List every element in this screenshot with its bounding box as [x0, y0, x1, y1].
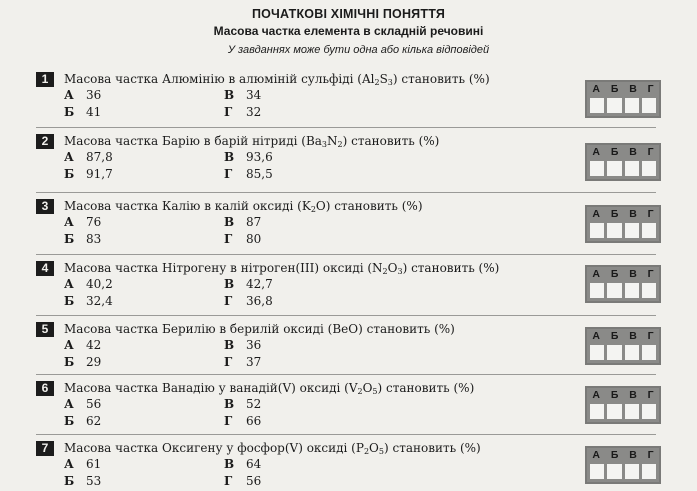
- option-value: 53: [86, 474, 102, 488]
- subscript: 2: [337, 140, 343, 149]
- answer-option-g: [224, 355, 261, 369]
- answer-option-g: [224, 294, 273, 308]
- option-letter: В: [224, 457, 235, 471]
- divider: [36, 254, 656, 255]
- answer-grid: [585, 386, 661, 424]
- answer-cell[interactable]: [642, 345, 656, 360]
- grid-letter: А: [592, 83, 600, 95]
- option-value: 62: [86, 414, 102, 428]
- answer-cell[interactable]: [625, 283, 639, 298]
- option-letter: Б: [64, 414, 75, 428]
- answer-cells: [590, 345, 656, 360]
- option-letter: В: [224, 215, 235, 229]
- option-value: 32,4: [86, 294, 113, 308]
- grid-letter: А: [592, 268, 600, 280]
- answer-grid-header: [587, 330, 659, 342]
- subscript: 3: [387, 78, 393, 87]
- grid-letter: А: [592, 389, 600, 401]
- answer-option-b: [64, 105, 101, 119]
- answer-cell[interactable]: [590, 98, 604, 113]
- divider: [36, 374, 656, 375]
- option-letter: Г: [224, 232, 233, 246]
- grid-letter: Г: [647, 83, 654, 95]
- option-letter: Б: [64, 105, 75, 119]
- answer-cell[interactable]: [625, 161, 639, 176]
- grid-letter: Б: [610, 268, 619, 280]
- answer-cell[interactable]: [590, 464, 604, 479]
- answer-option-v: [224, 338, 261, 352]
- answer-option-a: [64, 338, 101, 352]
- option-value: 80: [246, 232, 262, 246]
- answer-option-a: [64, 397, 101, 411]
- option-value: 41: [86, 105, 102, 119]
- grid-letter: Г: [647, 268, 654, 280]
- grid-letter: В: [629, 268, 637, 280]
- question-text: Масова частка Алюмінію в алюміній сульфіді $(Al_2S_3)$ становить (%): [64, 72, 490, 87]
- subscript: 2: [363, 447, 370, 456]
- answer-option-a: [64, 215, 101, 229]
- option-value: 93,6: [246, 150, 273, 164]
- grid-letter: Б: [610, 208, 619, 220]
- grid-letter: В: [629, 389, 637, 401]
- grid-letter: А: [592, 330, 600, 342]
- question-text: Масова частка Барію в барій нітриді $(Ba_3N_2)$ становить (%): [64, 134, 440, 149]
- option-value: 87: [246, 215, 262, 229]
- answer-option-g: [224, 167, 273, 181]
- question-item: [36, 72, 576, 122]
- answer-grid-header: [587, 208, 659, 220]
- answer-option-g: [224, 232, 261, 246]
- answer-option-a: [64, 457, 101, 471]
- option-letter: А: [64, 88, 74, 102]
- answer-option-b: [64, 474, 101, 488]
- answer-option-b: [64, 167, 113, 181]
- answer-cell[interactable]: [642, 223, 656, 238]
- option-value: 64: [246, 457, 262, 471]
- question-text: Масова частка Ванадію у ванадій(V) оксиді $(V_2O_5)$ становить (%): [64, 381, 475, 396]
- answer-cell[interactable]: [625, 223, 639, 238]
- option-letter: Б: [64, 474, 75, 488]
- answer-cell[interactable]: [607, 345, 621, 360]
- option-letter: А: [64, 457, 74, 471]
- subscript: 2: [357, 387, 363, 396]
- question-text: Масова частка Нітрогену в нітроген(III) оксиді $(N_2O_3)$ становить (%): [64, 261, 500, 276]
- option-value: 32: [246, 105, 262, 119]
- answer-option-v: [224, 150, 273, 164]
- grid-letter: Б: [610, 449, 619, 461]
- option-value: 66: [246, 414, 262, 428]
- divider: [36, 192, 656, 193]
- answer-option-b: [64, 355, 101, 369]
- answer-option-v: [224, 215, 261, 229]
- option-letter: А: [64, 215, 74, 229]
- option-letter: В: [224, 338, 235, 352]
- option-letter: Г: [224, 105, 233, 119]
- option-letter: В: [224, 88, 235, 102]
- question-number: 3: [36, 199, 54, 214]
- answer-cells: [590, 404, 656, 419]
- question-number: 2: [36, 134, 54, 149]
- answer-grid-header: [587, 83, 659, 95]
- grid-letter: А: [592, 208, 600, 220]
- option-value: 85,5: [246, 167, 273, 181]
- answer-option-v: [224, 397, 261, 411]
- option-value: 56: [246, 474, 262, 488]
- grid-letter: Б: [610, 146, 619, 158]
- option-letter: А: [64, 397, 74, 411]
- answer-cell[interactable]: [607, 161, 621, 176]
- answer-cells: [590, 161, 656, 176]
- option-value: 91,7: [86, 167, 113, 181]
- option-value: 42,7: [246, 277, 273, 291]
- grid-letter: В: [629, 208, 637, 220]
- answer-option-g: [224, 414, 261, 428]
- grid-letter: Г: [647, 208, 654, 220]
- answer-option-b: [64, 232, 101, 246]
- answer-option-g: [224, 474, 261, 488]
- option-letter: Г: [224, 167, 233, 181]
- question-item: [36, 199, 576, 249]
- subscript: 5: [378, 447, 384, 456]
- answer-cells: [590, 283, 656, 298]
- answer-option-g: [224, 105, 261, 119]
- answer-grid: [585, 80, 661, 118]
- answer-cell[interactable]: [607, 98, 621, 113]
- answer-cell[interactable]: [607, 404, 621, 419]
- option-value: 40,2: [86, 277, 113, 291]
- question-number: 7: [36, 441, 54, 456]
- grid-letter: В: [629, 449, 637, 461]
- question-item: [36, 322, 576, 372]
- option-letter: Б: [64, 167, 75, 181]
- answer-option-v: [224, 457, 261, 471]
- option-value: 76: [86, 215, 102, 229]
- answer-grid-header: [587, 389, 659, 401]
- answer-cells: [590, 223, 656, 238]
- grid-letter: А: [592, 449, 600, 461]
- subscript: 2: [374, 78, 380, 87]
- answer-cell[interactable]: [607, 283, 621, 298]
- answer-cell[interactable]: [625, 345, 639, 360]
- option-value: 56: [86, 397, 102, 411]
- answer-cell[interactable]: [625, 464, 639, 479]
- option-value: 36: [246, 338, 262, 352]
- answer-cell[interactable]: [642, 98, 656, 113]
- question-number: 6: [36, 381, 54, 396]
- answer-grid: [585, 205, 661, 243]
- divider: [36, 315, 656, 316]
- question-number: 5: [36, 322, 54, 337]
- option-value: 34: [246, 88, 262, 102]
- subscript: 2: [310, 205, 316, 214]
- option-value: 42: [86, 338, 102, 352]
- option-letter: Б: [64, 355, 75, 369]
- answer-cell[interactable]: [590, 223, 604, 238]
- answer-cell[interactable]: [590, 345, 604, 360]
- answer-grid-header: [587, 449, 659, 461]
- grid-letter: Б: [610, 330, 619, 342]
- option-value: 61: [86, 457, 102, 471]
- question-item: [36, 261, 576, 311]
- question-text: Масова частка Оксигену у фосфор(V) оксиді $(P_2O_5)$ становить (%): [64, 441, 481, 456]
- option-letter: В: [224, 277, 235, 291]
- answer-option-b: [64, 294, 113, 308]
- grid-letter: Г: [647, 330, 654, 342]
- question-item: [36, 441, 576, 491]
- answer-cell[interactable]: [625, 98, 639, 113]
- option-value: 36: [86, 88, 102, 102]
- answer-cell[interactable]: [642, 161, 656, 176]
- option-letter: А: [64, 277, 74, 291]
- grid-letter: В: [629, 83, 637, 95]
- answer-cell[interactable]: [590, 161, 604, 176]
- subscript: 3: [321, 140, 328, 149]
- answer-cell[interactable]: [590, 404, 604, 419]
- option-letter: А: [64, 150, 74, 164]
- divider: [36, 434, 656, 435]
- option-letter: Б: [64, 294, 75, 308]
- option-letter: Г: [224, 414, 233, 428]
- subscript: 3: [397, 267, 403, 276]
- grid-letter: Г: [647, 146, 654, 158]
- option-value: 87,8: [86, 150, 113, 164]
- grid-letter: В: [629, 146, 637, 158]
- answer-cell[interactable]: [642, 283, 656, 298]
- answer-grid: [585, 265, 661, 303]
- answer-grid-header: [587, 146, 659, 158]
- answer-cell[interactable]: [590, 283, 604, 298]
- option-value: 29: [86, 355, 102, 369]
- answer-cell[interactable]: [642, 404, 656, 419]
- option-value: 52: [246, 397, 262, 411]
- instruction-note: У завданнях може бути одна або кілька відповідей: [227, 44, 490, 56]
- answer-grid-header: [587, 268, 659, 280]
- answer-grid: [585, 327, 661, 365]
- page-title: ПОЧАТКОВІ ХІМІЧНІ ПОНЯТТЯ: [251, 7, 446, 21]
- divider: [36, 127, 656, 128]
- question-item: [36, 134, 576, 184]
- answer-grid: [585, 143, 661, 181]
- grid-letter: Г: [647, 389, 654, 401]
- option-letter: В: [224, 397, 235, 411]
- grid-letter: Б: [610, 389, 619, 401]
- option-letter: Г: [224, 474, 233, 488]
- grid-letter: Б: [610, 83, 619, 95]
- grid-letter: Г: [647, 449, 654, 461]
- answer-option-v: [224, 277, 273, 291]
- answer-cells: [590, 98, 656, 113]
- option-letter: Г: [224, 294, 233, 308]
- option-value: 37: [246, 355, 262, 369]
- answer-option-a: [64, 277, 113, 291]
- subscript: 5: [372, 387, 378, 396]
- option-value: 36,8: [246, 294, 273, 308]
- grid-letter: В: [629, 330, 637, 342]
- page-subtitle: Масова частка елемента в складній речовині: [213, 24, 484, 38]
- question-text: Масова частка Калію в калій оксиді $(K_2O)$ становить (%): [64, 199, 423, 214]
- answer-option-v: [224, 88, 261, 102]
- answer-cells: [590, 464, 656, 479]
- answer-cell[interactable]: [607, 464, 621, 479]
- option-letter: А: [64, 338, 74, 352]
- option-value: 83: [86, 232, 102, 246]
- answer-cell[interactable]: [642, 464, 656, 479]
- answer-grid: [585, 446, 661, 484]
- option-letter: Б: [64, 232, 75, 246]
- question-text: Масова частка Берилію в берилій оксиді (BeO) становить (%): [64, 322, 455, 336]
- option-letter: В: [224, 150, 235, 164]
- answer-option-b: [64, 414, 101, 428]
- question-item: [36, 381, 576, 431]
- question-number: 4: [36, 261, 54, 276]
- answer-option-a: [64, 150, 113, 164]
- answer-option-a: [64, 88, 101, 102]
- grid-letter: А: [592, 146, 600, 158]
- answer-cell[interactable]: [625, 404, 639, 419]
- subscript: 2: [382, 267, 388, 276]
- question-number: 1: [36, 72, 54, 87]
- answer-cell[interactable]: [607, 223, 621, 238]
- option-letter: Г: [224, 355, 233, 369]
